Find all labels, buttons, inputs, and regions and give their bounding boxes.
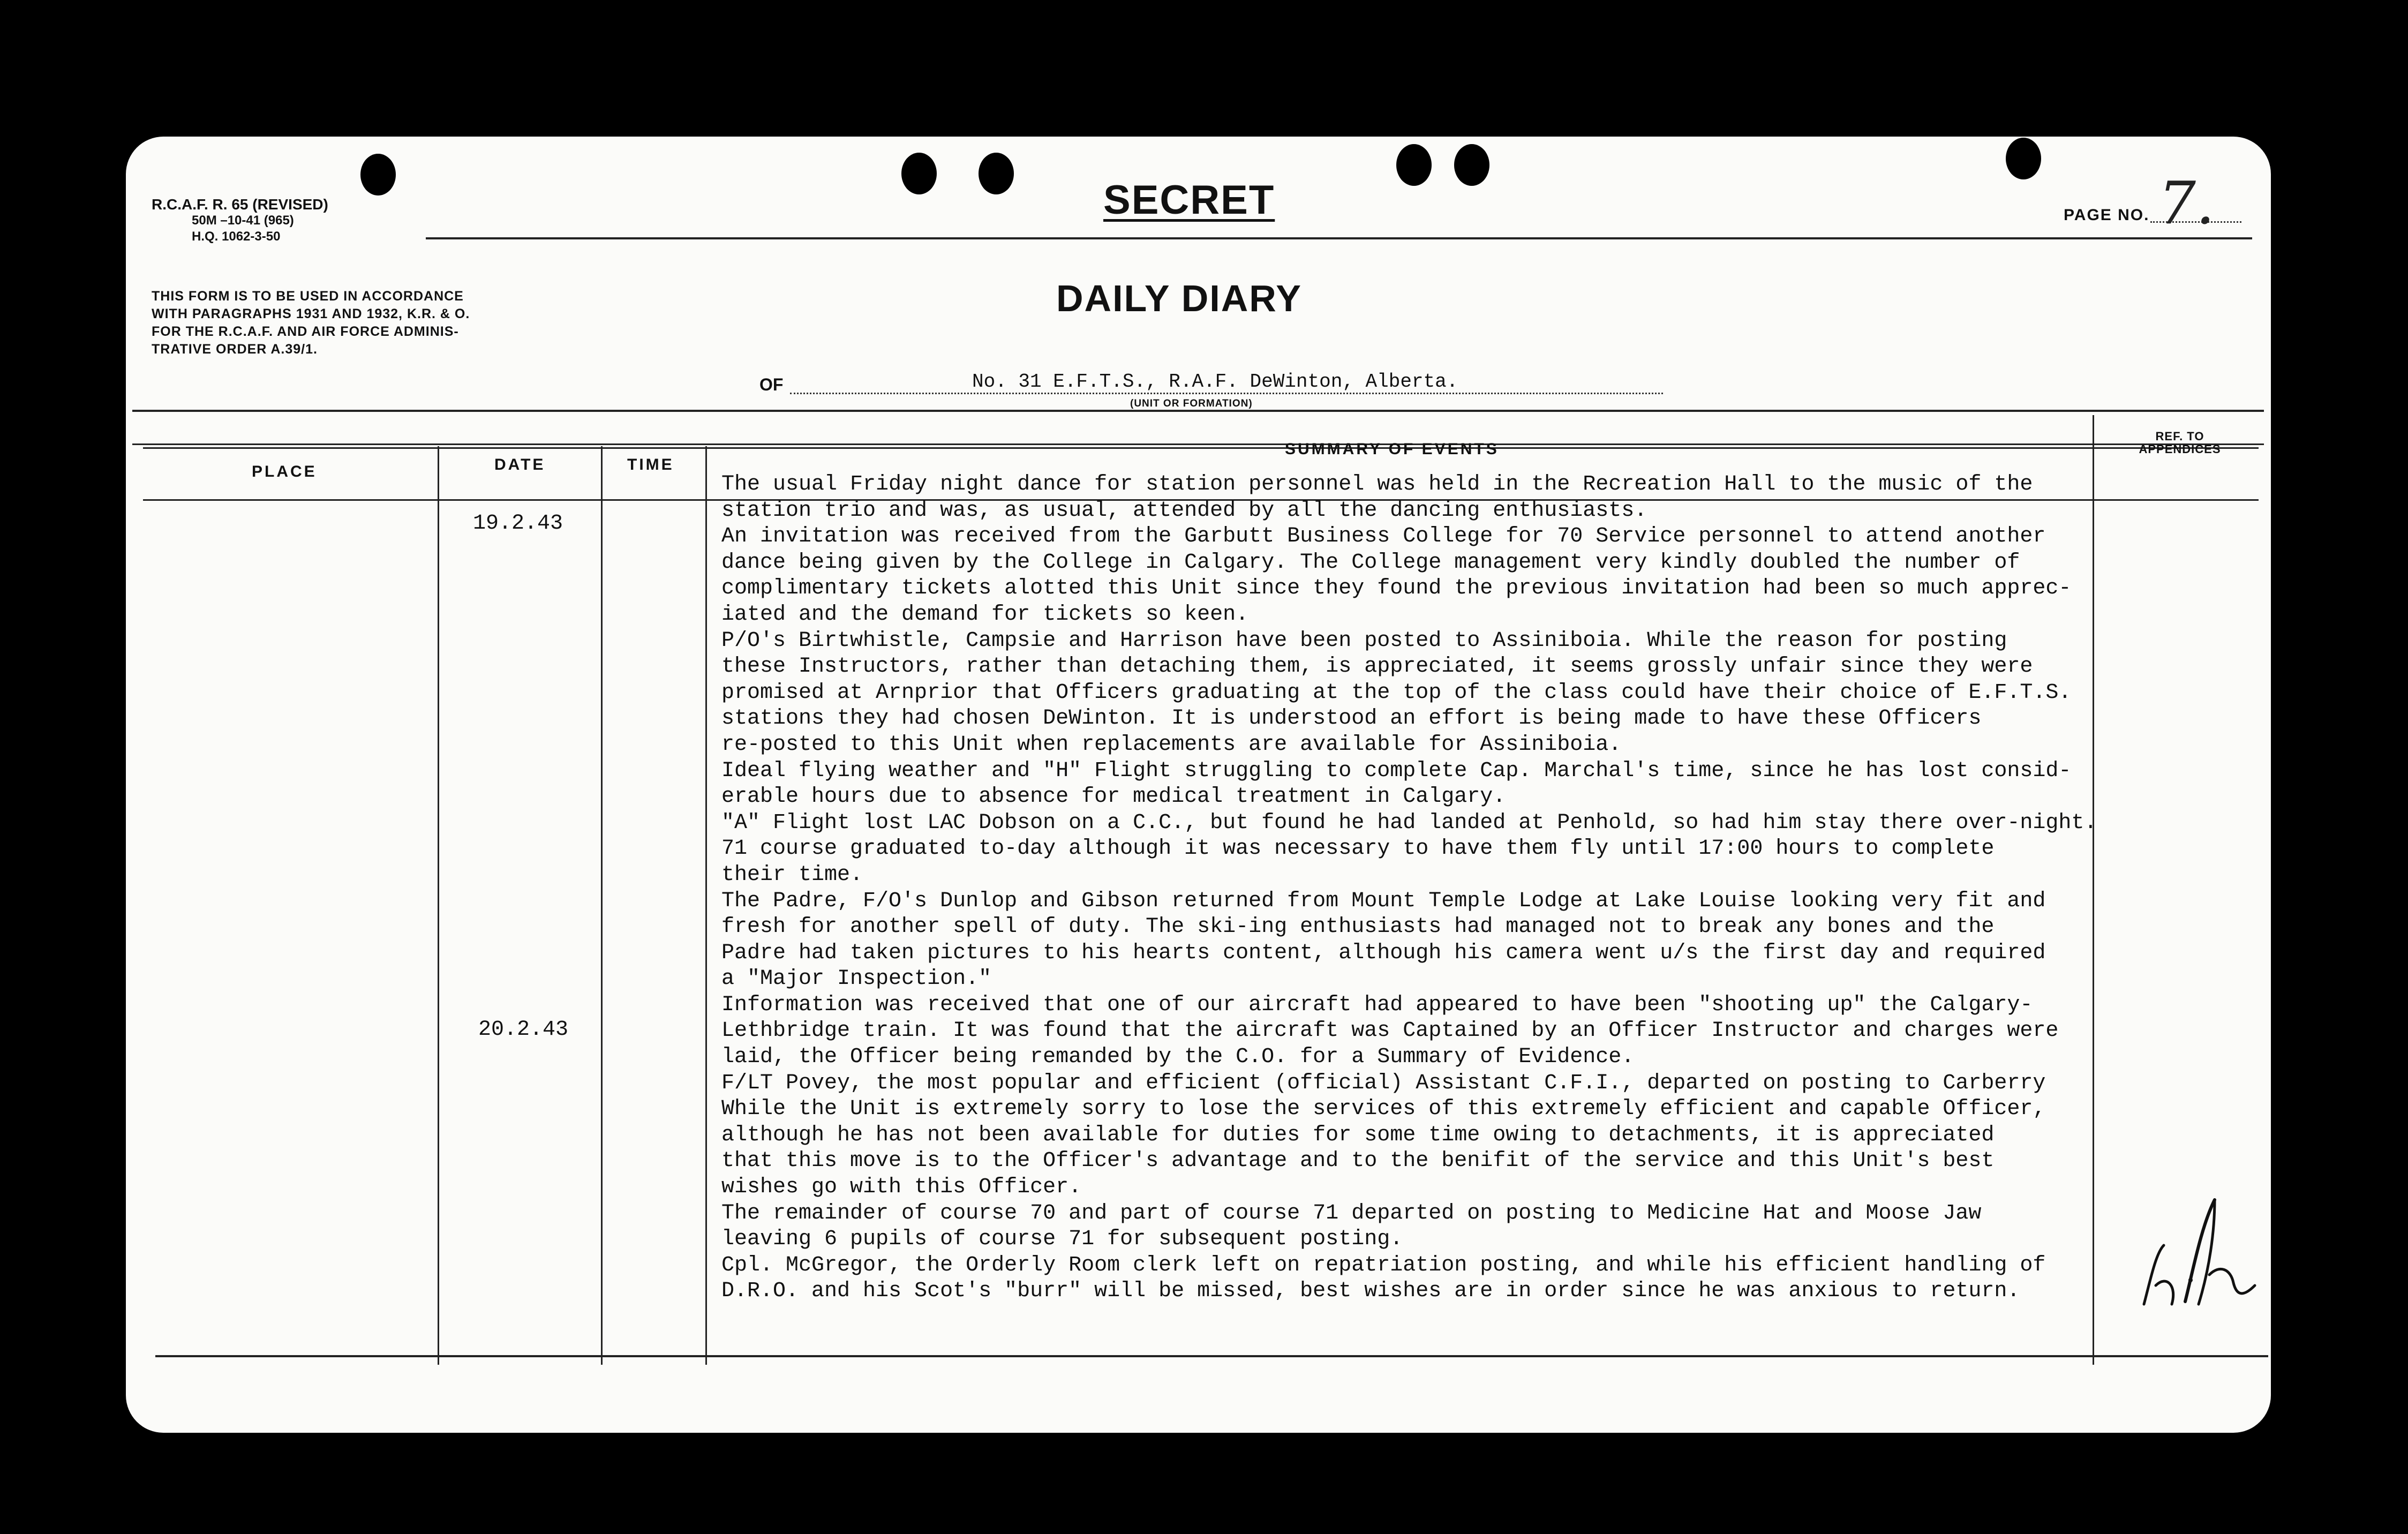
- form-code-line2: 50M –10-41 (965): [192, 213, 294, 228]
- summary-line-16: their time.: [721, 862, 863, 887]
- header-rule-3: [143, 447, 2259, 449]
- form-code-line3: H.Q. 1062-3-50: [192, 229, 281, 244]
- summary-line-18: fresh for another spell of duty. The ski-ing enthusiasts had managed not to break any bones and the: [721, 915, 1995, 939]
- handwritten-initials-icon: [2134, 1194, 2263, 1318]
- col-sep-time: [705, 446, 707, 1365]
- punch-hole-1: [360, 154, 396, 195]
- summary-line-14: "A" Flight lost LAC Dobson on a C.C., but found he had landed at Penhold, so had him stay there over-night.: [721, 810, 2097, 835]
- summary-line-5: complimentary tickets alotted this Unit since they found the previous invitation had been so much apprec-: [721, 576, 2072, 601]
- summary-line-7: P/O's Birtwhistle, Campsie and Harrison have been posted to Assiniboia. While the reason for posting: [721, 628, 2007, 653]
- summary-line-30: leaving 6 pupils of course 71 for subsequent posting.: [721, 1227, 1403, 1252]
- header-rule-1: [132, 410, 2264, 412]
- bottom-rule: [155, 1355, 2268, 1357]
- punch-hole-5: [1454, 144, 1489, 186]
- summary-line-32: D.R.O. and his Scot's "burr" will be missed, best wishes are in order since he was anxious to return.: [721, 1279, 2020, 1304]
- summary-line-26: although he has not been available for duties for some time owing to detachments, it is appreciated: [721, 1123, 1995, 1147]
- instruction-line-3: FOR THE R.C.A.F. AND AIR FORCE ADMINIS-: [152, 324, 459, 339]
- summary-line-31: Cpl. McGregor, the Orderly Room clerk left on repatriation posting, and while his efficient handling of: [721, 1253, 2046, 1277]
- summary-line-19: Padre had taken pictures to his hearts content, although his camera went u/s the first day and required: [721, 941, 2046, 965]
- summary-line-21: Information was received that one of our aircraft had appeared to have been "shooting up" the Calgary-: [721, 992, 2033, 1017]
- summary-line-15: 71 course graduated to-day although it was necessary to have them fly until 17:00 hours to complete: [721, 837, 1995, 861]
- summary-line-8: these Instructors, rather than detaching them, is appreciated, it seems grossly unfair since they were: [721, 655, 2033, 679]
- unit-value: No. 31 E.F.T.S., R.A.F. DeWinton, Alberta.: [972, 371, 1458, 393]
- summary-line-17: The Padre, F/O's Dunlop and Gibson returned from Mount Temple Lodge at Lake Louise looking very fit and: [721, 889, 2046, 913]
- summary-line-6: iated and the demand for tickets so keen.: [721, 602, 1249, 627]
- summary-line-11: re-posted to this Unit when replacements are available for Assiniboia.: [721, 732, 1622, 757]
- col-header-ref: [2108, 430, 2252, 456]
- summary-of-events: [721, 472, 2097, 1305]
- form-code: [152, 197, 328, 245]
- summary-line-13: erable hours due to absence for medical treatment in Calgary.: [721, 785, 1506, 809]
- unit-caption: (UNIT OR FORMATION): [1130, 398, 1253, 409]
- summary-line-20: a "Major Inspection.": [721, 967, 992, 991]
- diary-form-card: [126, 137, 2271, 1433]
- summary-line-27: that this move is to the Officer's advantage and to the benifit of the service and this Unit's best: [721, 1149, 1995, 1174]
- col-header-ref-line2: APPENDICES: [2139, 442, 2221, 456]
- summary-line-25: While the Unit is extremely sorry to lose the services of this extremely efficient and capable Officer,: [721, 1097, 2046, 1122]
- summary-line-22: Lethbridge train. It was found that the aircraft was Captained by an Officer Instructor and charges were: [721, 1019, 2059, 1043]
- col-header-date: DATE: [494, 456, 546, 473]
- entry-date-2: 20.2.43: [478, 1018, 569, 1042]
- col-header-place: PLACE: [252, 463, 317, 480]
- summary-line-10: stations they had chosen DeWinton. It is understood an effort is being made to have these Officers: [721, 706, 1982, 731]
- summary-line-23: laid, the Officer being remanded by the C.O. for a Summary of Evidence.: [721, 1045, 1635, 1070]
- form-instructions: [152, 288, 470, 358]
- instruction-line-1: THIS FORM IS TO BE USED IN ACCORDANCE: [152, 289, 464, 304]
- summary-line-2: station trio and was, as usual, attended by all the dancing enthusiasts.: [721, 498, 1647, 523]
- entry-date-1: 19.2.43: [473, 512, 563, 536]
- summary-line-28: wishes go with this Officer.: [721, 1175, 1082, 1200]
- summary-line-1: The usual Friday night dance for station personnel was held in the Recreation Hall to the music of the: [721, 472, 2033, 497]
- col-header-summary: SUMMARY OF EVENTS: [1285, 440, 1499, 458]
- col-header-time: TIME: [627, 456, 674, 473]
- summary-line-24: F/LT Povey, the most popular and efficient (official) Assistant C.F.I., departed on posting to Carberry: [721, 1071, 2046, 1095]
- col-sep-place: [438, 446, 439, 1365]
- summary-line-4: dance being given by the College in Calgary. The College management very kindly doubled the number of: [721, 550, 2020, 575]
- summary-line-29: The remainder of course 70 and part of course 71 departed on posting to Medicine Hat and Moose Jaw: [721, 1201, 1982, 1225]
- punch-hole-4: [1396, 144, 1432, 186]
- instruction-line-4: TRATIVE ORDER A.39/1.: [152, 342, 318, 357]
- unit-line: [790, 393, 1663, 394]
- page-label: PAGE NO.: [2064, 206, 2150, 224]
- classification-stamp: SECRET: [1103, 177, 1275, 223]
- form-title: DAILY DIARY: [1056, 277, 1302, 319]
- summary-line-12: Ideal flying weather and "H" Flight struggling to complete Cap. Marchal's time, since he has lost consid-: [721, 758, 2072, 783]
- col-header-ref-line1: REF. TO: [2155, 430, 2204, 443]
- header-rule-2: [132, 443, 2264, 445]
- instruction-line-2: WITH PARAGRAPHS 1931 AND 1932, K.R. & O.: [152, 306, 470, 321]
- punch-hole-2: [901, 153, 937, 194]
- summary-line-9: promised at Arnprior that Officers graduating at the top of the class could have their choice of E.F.T.S.: [721, 680, 2072, 705]
- punch-hole-3: [979, 153, 1014, 194]
- top-rule: [426, 237, 2252, 239]
- punch-hole-6: [2006, 138, 2041, 179]
- of-label: OF: [759, 375, 784, 394]
- page-number: 7.: [2158, 169, 2215, 237]
- summary-line-3: An invitation was received from the Garbutt Business College for 70 Service personnel to attend another: [721, 524, 2046, 549]
- col-sep-date: [601, 446, 603, 1365]
- form-code-line1: R.C.A.F. R. 65 (REVISED): [152, 196, 328, 213]
